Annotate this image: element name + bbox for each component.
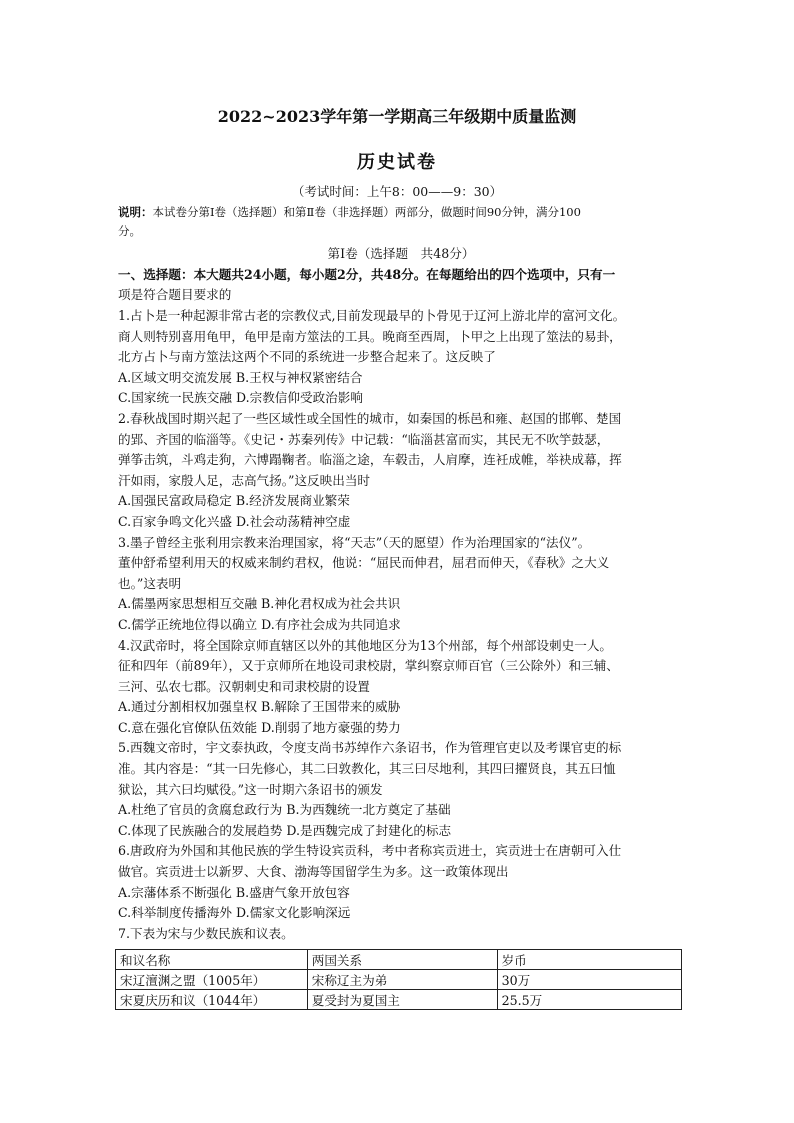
question-3-text: 也。”这表明 <box>118 575 182 591</box>
table-header: 两国关系 <box>307 950 497 970</box>
section-title: 第Ⅰ卷（选择题 共48分） <box>327 246 475 261</box>
section-header <box>118 244 684 306</box>
question-3-text: 3.墨子曾经主张利用宗教来治理国家，将“天志”（天的愿望）作为治理国家的“法仪”。 <box>118 534 591 550</box>
table-header: 岁币 <box>497 950 681 970</box>
question-3-text: 董仲舒希望利用天的权威来制约君权，他说：“屈民而伸君，屈君而伸天，《春秋》之大义 <box>118 555 610 571</box>
section-intro-cont: 项是符合题目要求的 <box>118 287 232 303</box>
exam-time: （考试时间：上午8：00——9：30） <box>291 184 503 199</box>
question-5-options: A.杜绝了官员的贪腐怠政行为 B.为西魏统一北方奠定了基础 <box>118 802 451 818</box>
question-1-text: 1.占卜是一种起源非常古老的宗教仪式,目前发现最早的卜骨见于辽河上游北岸的富河文化。 <box>118 308 626 323</box>
question-5-options: C.体现了民族融合的发展趋势 D.是西魏完成了封建化的标志 <box>118 822 452 838</box>
question-5-text: 5.西魏文帝时，宇文泰执政，令度支尚书苏绰作六条诏书，作为管理官吏以及考课官吏的标 <box>118 740 622 756</box>
question-6-options: A.宗藩体系不断强化 B.盛唐气象开放包容 <box>118 884 350 900</box>
table-row <box>116 970 682 990</box>
table-cell: 25.5万 <box>497 990 681 1010</box>
question-4-text: 征和四年（前89年），又于京师所在地设司隶校尉，掌纠察京师百官（三公除外）和三辅、 <box>118 658 619 674</box>
question-2-text: 2.春秋战国时期兴起了一些区域性或全国性的城市，如秦国的栎邑和雍、赵国的邯郸、楚国 <box>118 410 622 426</box>
question-5-text: 准。其内容是：“其一曰先修心，其二曰敦教化，其三曰尽地利，其四曰擢贤良，其五曰恤 <box>118 761 616 777</box>
question-list <box>118 306 684 944</box>
peace-treaty-table <box>115 949 682 1010</box>
note-label: 说明： <box>118 205 153 219</box>
question-4-text: 4.汉武帝时，将全国除京师直辖区以外的其他地区分为13个州部，每个州部设刺史一人。 <box>118 637 613 653</box>
table-cell: 宋称辽主为弟 <box>307 970 497 990</box>
question-2-text: 弹筝击筑，斗鸡走狗，六博蹋鞠者。临淄之途，车毂击，人肩摩，连衽成帷，举袂成幕，挥 <box>118 452 622 468</box>
question-4-options: C.意在强化官僚队伍效能 D.削弱了地方豪强的势力 <box>118 719 401 735</box>
question-2-options: A.国强民富政局稳定 B.经济发展商业繁荣 <box>118 493 350 509</box>
question-6-text: 6.唐政府为外国和其他民族的学生特设宾贡科，考中者称宾贡进士，宾贡进士在唐朝可入仕 <box>118 843 622 859</box>
question-1-options: A.区域文明交流发展 B.王权与神权紧密结合 <box>118 369 363 385</box>
exam-note <box>118 203 684 241</box>
question-2-text: 的郢、齐国的临淄等。《史记・苏秦列传》中记载：“临淄甚富而实，其民无不吹竽鼓瑟， <box>118 431 610 447</box>
table-cell: 30万 <box>497 970 681 990</box>
section-intro: 一、选择题：本大题共24小题，每小题2分，共48分。在每题给出的四个选项中，只有一 <box>118 266 616 282</box>
table-cell: 宋夏庆历和议（1044年） <box>116 990 308 1010</box>
table-cell: 夏受封为夏国主 <box>307 990 497 1010</box>
question-7-text: 7.下表为宋与少数民族和议表。 <box>118 925 294 941</box>
exam-title: 2022~2023学年第一学期高三年级期中质量监测 <box>217 107 577 126</box>
question-6-text: 做官。宾贡进士以新罗、大食、渤海等国留学生为多。这一政策体现出 <box>118 864 509 880</box>
subject-title: 历史试卷 <box>357 152 437 173</box>
question-1-options: C.国家统一民族交融 D.宗教信仰受政治影响 <box>118 390 363 406</box>
question-3-options: C.儒学正统地位得以确立 D.有序社会成为共同追求 <box>118 616 401 632</box>
question-1-text: 商人则特别喜用龟甲，龟甲是南方筮法的工具。晚商至西周，卜甲之上出现了筮法的易卦， <box>118 328 622 344</box>
question-3-options: A.儒墨两家思想相互交融 B.神化君权成为社会共识 <box>118 596 401 612</box>
question-6-options: C.科举制度传播海外 D.儒家文化影响深远 <box>118 905 351 921</box>
question-4-options: A.通过分割相权加强皇权 B.解除了王国带来的威胁 <box>118 699 401 715</box>
question-2-options: C.百家争鸣文化兴盛 D.社会动荡精神空虚 <box>118 513 351 529</box>
table-header: 和议名称 <box>116 950 308 970</box>
note-text: 本试卷分第Ⅰ卷（选择题）和第Ⅱ卷（非选择题）两部分，做题时间90分钟，满分100 <box>152 205 581 219</box>
question-5-text: 狱讼，其六曰均赋役。”这一时期六条诏书的颁发 <box>118 781 383 797</box>
question-2-text: 汗如雨，家殷人足，志高气扬。”这反映出当时 <box>118 472 371 488</box>
table-header-row <box>116 950 682 970</box>
note-text-cont: 分。 <box>118 224 141 238</box>
table-row <box>116 990 682 1010</box>
question-4-text: 三河、弘农七郡。汉朝刺史和司隶校尉的设置 <box>118 678 370 694</box>
table-cell: 宋辽澶渊之盟（1005年） <box>116 970 308 990</box>
question-1-text: 北方占卜与南方筮法这两个不同的系统进一步整合起来了。这反映了 <box>118 349 496 365</box>
